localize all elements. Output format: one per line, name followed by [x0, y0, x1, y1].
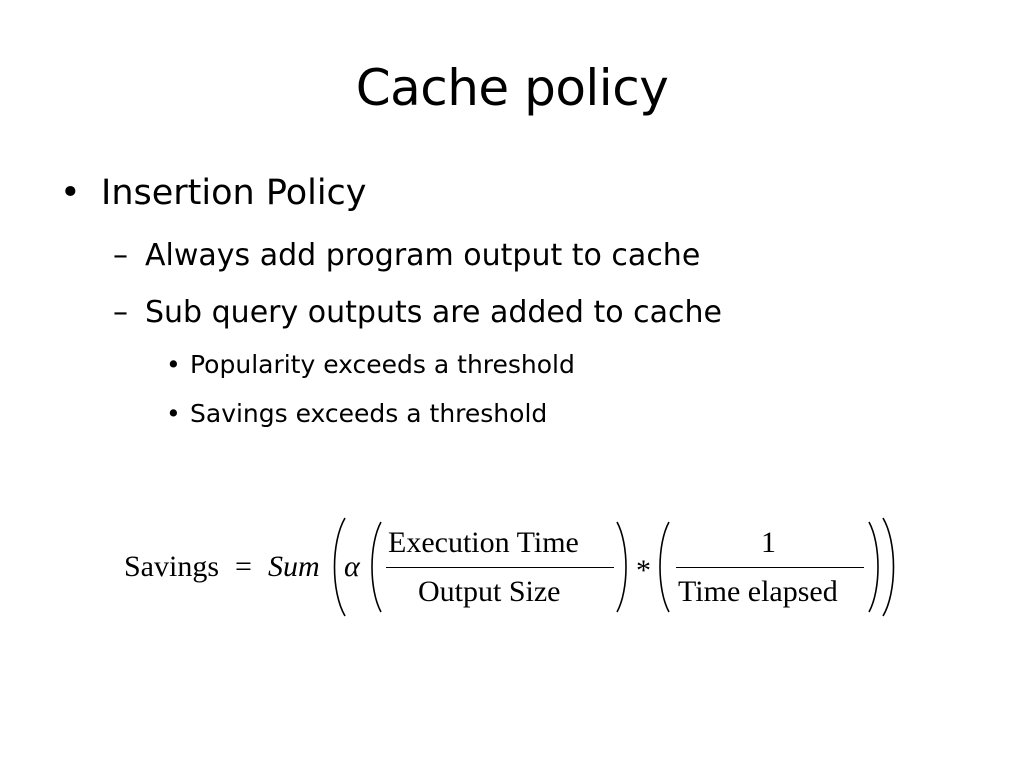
formula-sum: Sum — [268, 550, 320, 583]
fraction-line — [386, 567, 614, 568]
bullet-marker: • — [166, 350, 181, 379]
right-paren — [614, 520, 632, 614]
savings-formula — [120, 514, 910, 619]
dash-marker: – — [113, 295, 128, 330]
sub-sub-bullet-text: Popularity exceeds a threshold — [190, 350, 575, 379]
formula-alpha: α — [344, 550, 360, 583]
formula-times: * — [636, 554, 651, 587]
formula-equals: = — [235, 550, 252, 583]
denominator-time-elapsed: Time elapsed — [678, 575, 838, 608]
denominator-output-size: Output Size — [418, 575, 561, 608]
sub-bullet-text: Sub query outputs are added to cache — [145, 295, 722, 330]
formula-lhs: Savings — [124, 550, 220, 583]
numerator-execution-time: Execution Time — [388, 526, 579, 559]
bullet-text: Insertion Policy — [101, 173, 367, 213]
left-paren-inner — [366, 520, 384, 614]
right-paren-outer — [880, 516, 900, 618]
left-paren — [654, 520, 672, 614]
bullet-marker: • — [60, 173, 81, 213]
dash-marker: – — [113, 238, 128, 273]
numerator-one: 1 — [761, 526, 776, 559]
sub-bullet-text: Always add program output to cache — [145, 238, 701, 273]
sub-sub-bullet-text: Savings exceeds a threshold — [190, 399, 548, 428]
bullet-marker: • — [166, 399, 181, 428]
fraction-line — [676, 567, 864, 568]
slide-title: Cache policy — [355, 59, 669, 117]
